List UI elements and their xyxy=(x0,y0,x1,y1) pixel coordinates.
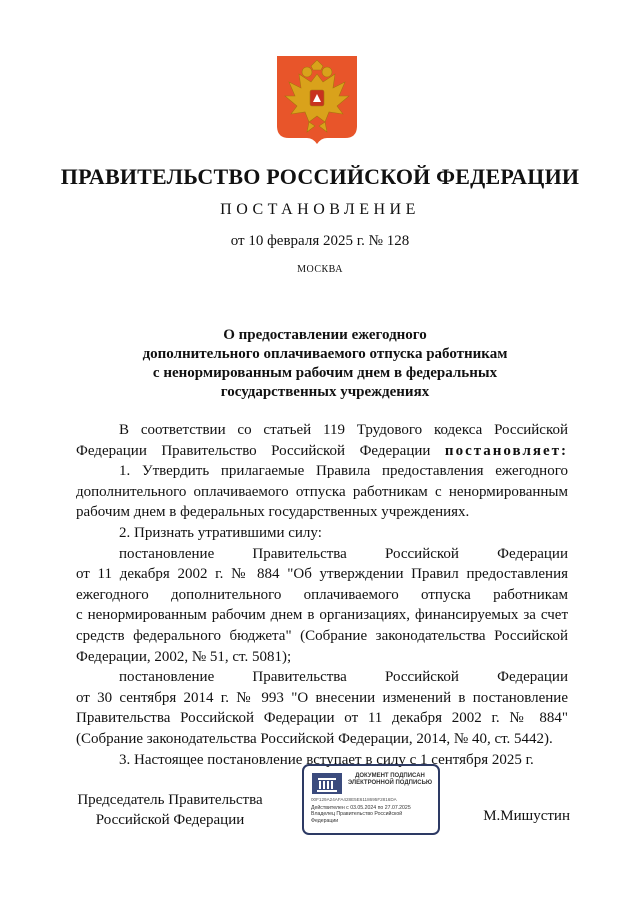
body-line: с ненормированным рабочим днем в организациях, финансируемых за счет xyxy=(76,607,568,624)
document-date-number: от 10 февраля 2025 г. № 128 xyxy=(230,233,410,249)
subject-line: дополнительного оплачиваемого отпуска работникам xyxy=(142,346,508,362)
body-line: ежегодного дополнительного оплачиваемого отпуска работникам xyxy=(76,586,568,603)
certificate-number: 00F129A24AFA428E5E6118695F2816DA xyxy=(311,797,397,802)
signatory-position-line: Российской Федерации xyxy=(95,812,245,828)
body-line: 2. Признать утратившими силу: xyxy=(119,524,322,541)
subject-line: с ненормированным рабочим днем в федеральных xyxy=(152,365,498,381)
owner-line: Федерации xyxy=(311,817,339,824)
document-type: ПОСТАНОВЛЕНИЕ xyxy=(220,201,420,218)
body-line: от 11 декабря 2002 г. № 884 "Об утверждении Правил предоставления xyxy=(76,566,568,583)
document-subject xyxy=(80,326,570,402)
stamp-title-line: ЭЛЕКТРОННОЙ ПОДПИСЬЮ xyxy=(347,780,433,786)
document-city: МОСКВА xyxy=(297,264,343,275)
signatory-position xyxy=(70,790,270,830)
body-line: В соответствии со статьей 119 Трудового кодекса Российской xyxy=(119,422,568,438)
building-icon xyxy=(312,773,342,794)
body-line: Правительства Российской Федерации от 11 декабря 2002 г. № 884" xyxy=(76,710,568,727)
body-line: средств федерального бюджета" (Собрание законодательства Российской xyxy=(76,627,568,644)
body-line xyxy=(76,441,568,462)
body-line: Федерации, 2002, № 51, ст. 5081); xyxy=(76,648,292,665)
signatory-position-line: Председатель Правительства xyxy=(77,792,263,808)
signatory-name: М.Мишустин xyxy=(483,808,570,824)
owner-line: Владелец Правительство Российской xyxy=(311,811,403,818)
subject-line: О предоставлении ежегодного xyxy=(223,327,427,343)
stamp-title xyxy=(342,773,438,787)
stamp-details xyxy=(311,805,411,824)
electronic-signature-stamp xyxy=(302,764,440,835)
document-body xyxy=(76,420,568,770)
body-line: постановление Правительства Российской Федерации xyxy=(119,545,568,562)
coat-of-arms-icon xyxy=(277,56,357,144)
body-line: от 30 сентября 2014 г. № 993 "О внесении изменений в постановление xyxy=(76,689,568,706)
body-line: дополнительного оплачиваемого отпуска работникам с ненормированным xyxy=(76,483,568,500)
validity-period: Действителен с 03.05.2024 по 27.07.2025 xyxy=(311,805,411,811)
stamp-title-line: ДОКУМЕНТ ПОДПИСАН xyxy=(355,773,425,779)
body-line: 3. Настоящее постановление вступает в силу с 1 сентября 2025 г. xyxy=(119,751,534,768)
body-line: (Собрание законодательства Российской Федерации, 2014, № 40, ст. 5442). xyxy=(76,730,553,747)
body-line: 1. Утвердить прилагаемые Правила предоставления ежегодного xyxy=(119,463,568,480)
body-text: Федерации Правительство Российской Федерации xyxy=(76,442,445,459)
body-line: рабочим днем в федеральных государственных учреждениях. xyxy=(76,504,470,521)
resolution-keyword: постановляет: xyxy=(444,442,568,459)
subject-line: государственных учреждениях xyxy=(220,384,430,400)
government-title: ПРАВИТЕЛЬСТВО РОССИЙСКОЙ ФЕДЕРАЦИИ xyxy=(60,164,580,189)
body-line: постановление Правительства Российской Федерации xyxy=(119,669,568,686)
